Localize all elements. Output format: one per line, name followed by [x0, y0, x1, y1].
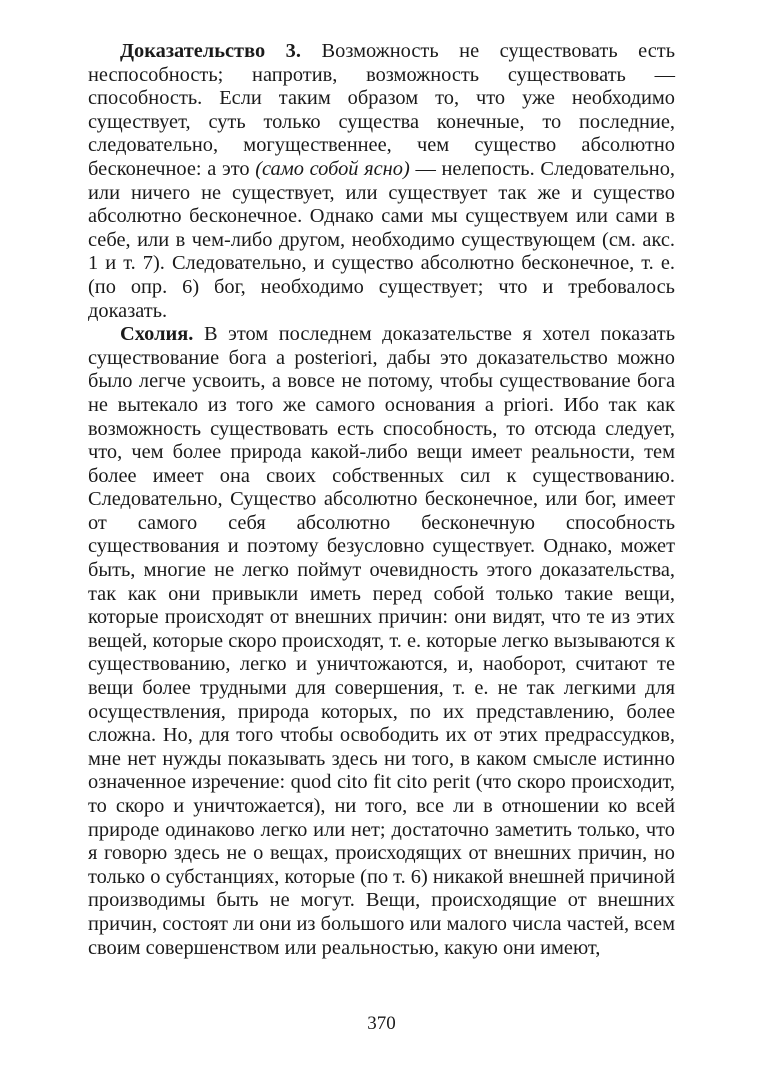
- proof-3-heading: Доказательство 3.: [120, 40, 301, 62]
- paragraph-scholium: [88, 323, 675, 960]
- proof-3-text-end: — нелепость. Следовательно, или ничего не существует, или существует так же и существо абсолютно бесконечное. Однако сами мы существуем или сами в себе, или в чем-либо другом, необходимо существующем (см. акс. 1 и т. 7). Следовательно, и существо абсолютно бесконечное, т. е. (по опр. 6) бог, необходимо существует; что и требовалось доказать.: [88, 157, 676, 322]
- proof-3-text-start: Возможность не существовать есть неспособность; напротив, возможность существовать — способность. Если таким образом то, что уже необходимо существует, суть только существа конечные, то последние, следовательно, могущественнее, чем существо абсолютно бесконечное: а это: [88, 40, 675, 180]
- scholium-text: В этом последнем доказательстве я хотел показать существование бога a posteriori, дабы это доказательство можно было легче усвоить, а вовсе не потому, чтобы существование бога не вытекало из того же самого основания a priori. Ибо так как возможность существовать есть способность, то отсюда следует, что, чем более природа какой-либо вещи имеет реальности, тем более имеет она своих собственных сил к существованию. Следовательно, Существо абсолютно бесконечное, или бог, имеет от самого себя абсолютно бесконечную способность существования и поэтому безусловно существует. Однако, может быть, многие не легко поймут очевидность этого доказательства, так как они привыкли иметь перед собой только такие вещи, которые происходят от внешних причин: они видят, что те из этих вещей, которые скоро происходят, т. е. которые легко вызываются к существованию, легко и уничтожаются, и, наоборот, считают те вещи более трудными для совершения, т. е. не так легкими для осуществления, природа которых, по их представлению, более сложна. Но, для того чтобы освободить их от этих предрассудков, мне нет нужды показывать здесь ни того, в каком смысле истинно означенное изречение: quod cito fit cito perit (что скоро происходит, то скоро и уничтожается), ни того, все ли в отношении ко всей природе одинаково легко или нет; достаточно заметить только, что я говорю здесь не о вещах, происходящих от внешних причин, но только о субстанциях, которые (по т. 6) никакой внешней причиной производимы быть не могут. Вещи, происходящие от внешних причин, состоят ли они из большого или малого числа частей, всем своим совершенством или реальностью, какую они имеют,: [88, 323, 675, 959]
- proof-3-emphasis: (само собой ясно): [255, 157, 410, 180]
- scholium-heading: Схолия.: [120, 323, 194, 346]
- paragraph-proof-3: [88, 40, 675, 323]
- page-number: 370: [367, 1013, 396, 1034]
- page-body: [88, 40, 675, 960]
